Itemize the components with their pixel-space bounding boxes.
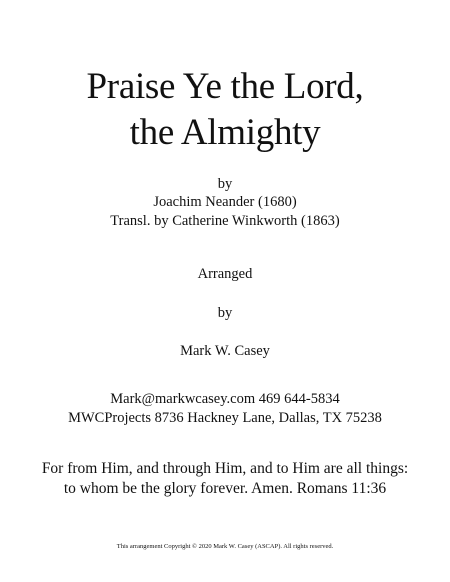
contact-email-phone: Mark@markwcasey.com 469 644-5834 (110, 391, 340, 407)
scripture-line-2: to whom be the glory forever. Amen. Romans 11:36 (63, 480, 387, 497)
translator-credit: Transl. by Catherine Winkworth (1863) (110, 213, 340, 229)
arranger-name: Mark W. Casey (180, 343, 270, 359)
copyright-notice: This arrangement Copyright © 2020 Mark W. Casey (ASCAP). All rights reserved. (116, 543, 334, 550)
credits-by: by (217, 176, 233, 192)
contact-address: MWCProjects 8736 Hackney Lane, Dallas, TX 75238 (68, 410, 382, 426)
scripture-line-1: For from Him, and through Him, and to Him are all things: (41, 460, 409, 477)
arranged-label: Arranged (197, 266, 253, 282)
author-credit: Joachim Neander (1680) (153, 194, 297, 210)
arranged-by-label: by (217, 305, 233, 321)
title-line-1: Praise Ye the Lord, (86, 66, 364, 107)
title-line-2: the Almighty (129, 112, 321, 153)
